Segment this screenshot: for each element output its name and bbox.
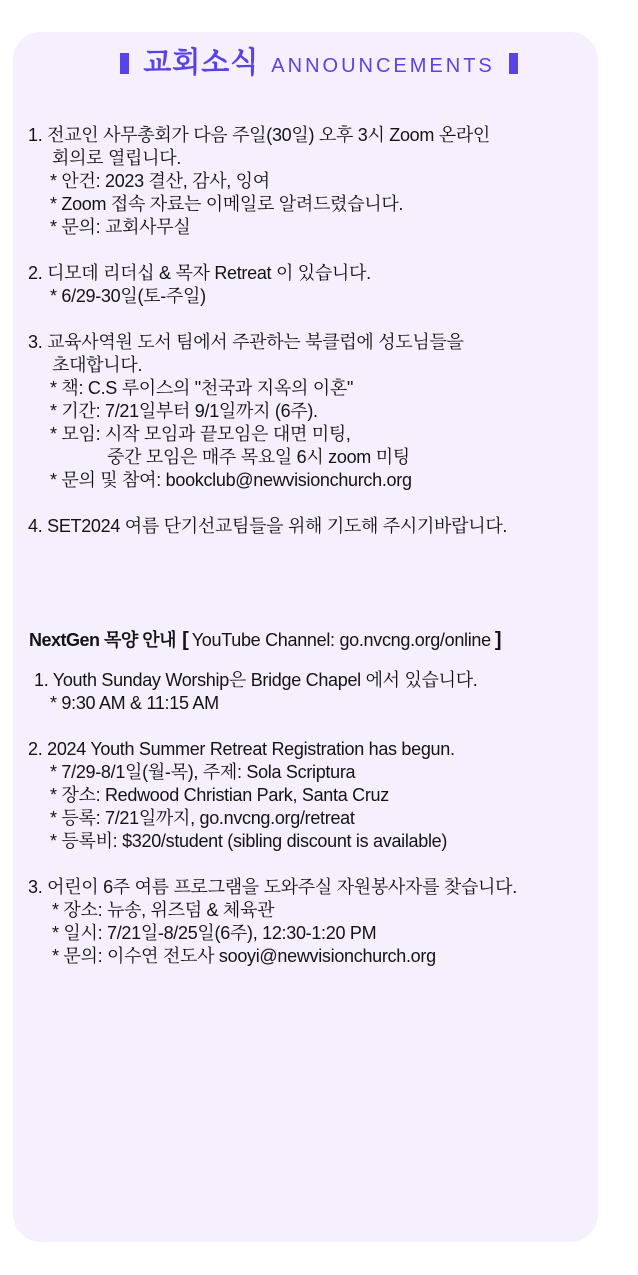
nextgen-item-1-line-1: 1. Youth Sunday Worship은 Bridge Chapel 에서 있습니다. <box>34 670 478 690</box>
header-title-korean: 교회소식 <box>143 45 260 79</box>
announcement-3-line-1: 3. 교육사역원 도서 팀에서 주관하는 북클럽에 성도님들을 <box>28 332 464 352</box>
announcement-3-line-6: 중간 모임은 매주 목요일 6시 zoom 미팅 <box>107 447 410 467</box>
announcement-2-line-2: * 6/29-30일(토-주일) <box>50 286 206 306</box>
bracket-close: ] <box>494 629 502 651</box>
nextgen-title: NextGen 목양 안내 <box>29 630 177 650</box>
nextgen-item-3-line-3: * 일시: 7/21일-8/25일(6주), 12:30-1:20 PM <box>52 923 377 943</box>
announcement-3-line-7: * 문의 및 참여: bookclub@newvisionchurch.org <box>50 470 412 490</box>
nextgen-header <box>29 626 502 652</box>
nextgen-item-1-line-2: * 9:30 AM & 11:15 AM <box>50 693 219 713</box>
announcement-4-line-1: 4. SET2024 여름 단기선교팀들을 위해 기도해 주시기바랍니다. <box>28 516 508 536</box>
announcement-1-line-5: * 문의: 교회사무실 <box>50 217 191 237</box>
announcement-3-line-5: * 모임: 시작 모임과 끝모임은 대면 미팅, <box>50 424 351 444</box>
announcement-1-line-2: 회의로 열립니다. <box>52 148 182 168</box>
header-title-english: ANNOUNCEMENTS <box>271 55 495 77</box>
nextgen-item-2-line-5: * 등록비: $320/student (sibling discount is available) <box>50 831 448 851</box>
announcement-3-line-2: 초대합니다. <box>52 355 143 375</box>
nextgen-item-2-line-1: 2. 2024 Youth Summer Retreat Registration has begun. <box>28 739 455 759</box>
header-bar-left <box>120 53 129 74</box>
nextgen-item-2-line-3: * 장소: Redwood Christian Park, Santa Cruz <box>50 785 389 805</box>
announcement-1-line-3: * 안건: 2023 결산, 감사, 잉여 <box>50 171 270 191</box>
announcement-1-line-1: 1. 전교인 사무총회가 다음 주일(30일) 오후 3시 Zoom 온라인 <box>28 125 491 145</box>
youtube-channel-link[interactable]: YouTube Channel: go.nvcng.org/online <box>191 630 491 650</box>
announcement-2-line-1: 2. 디모데 리더십 & 목자 Retreat 이 있습니다. <box>28 263 371 283</box>
nextgen-item-3-line-1: 3. 어린이 6주 여름 프로그램을 도와주실 자원봉사자를 찾습니다. <box>28 877 517 897</box>
announcement-1-line-4: * Zoom 접속 자료는 이메일로 알려드렸습니다. <box>50 194 404 214</box>
header-bar-right <box>509 53 518 74</box>
nextgen-item-2-line-2: * 7/29-8/1일(월-목), 주제: Sola Scriptura <box>50 762 356 782</box>
nextgen-item-2-line-4: * 등록: 7/21일까지, go.nvcng.org/retreat <box>50 808 355 828</box>
announcement-3-line-4: * 기간: 7/21일부터 9/1일까지 (6주). <box>50 401 318 421</box>
announcement-3-line-3: * 책: C.S 루이스의 "천국과 지옥의 이혼" <box>50 378 354 398</box>
bracket-open: [ <box>182 629 189 651</box>
nextgen-item-3-line-2: * 장소: 뉴송, 위즈덤 & 체육관 <box>52 900 275 920</box>
nextgen-item-3-line-4: * 문의: 이수연 전도사 sooyi@newvisionchurch.org <box>52 946 436 966</box>
section-header <box>0 40 638 81</box>
